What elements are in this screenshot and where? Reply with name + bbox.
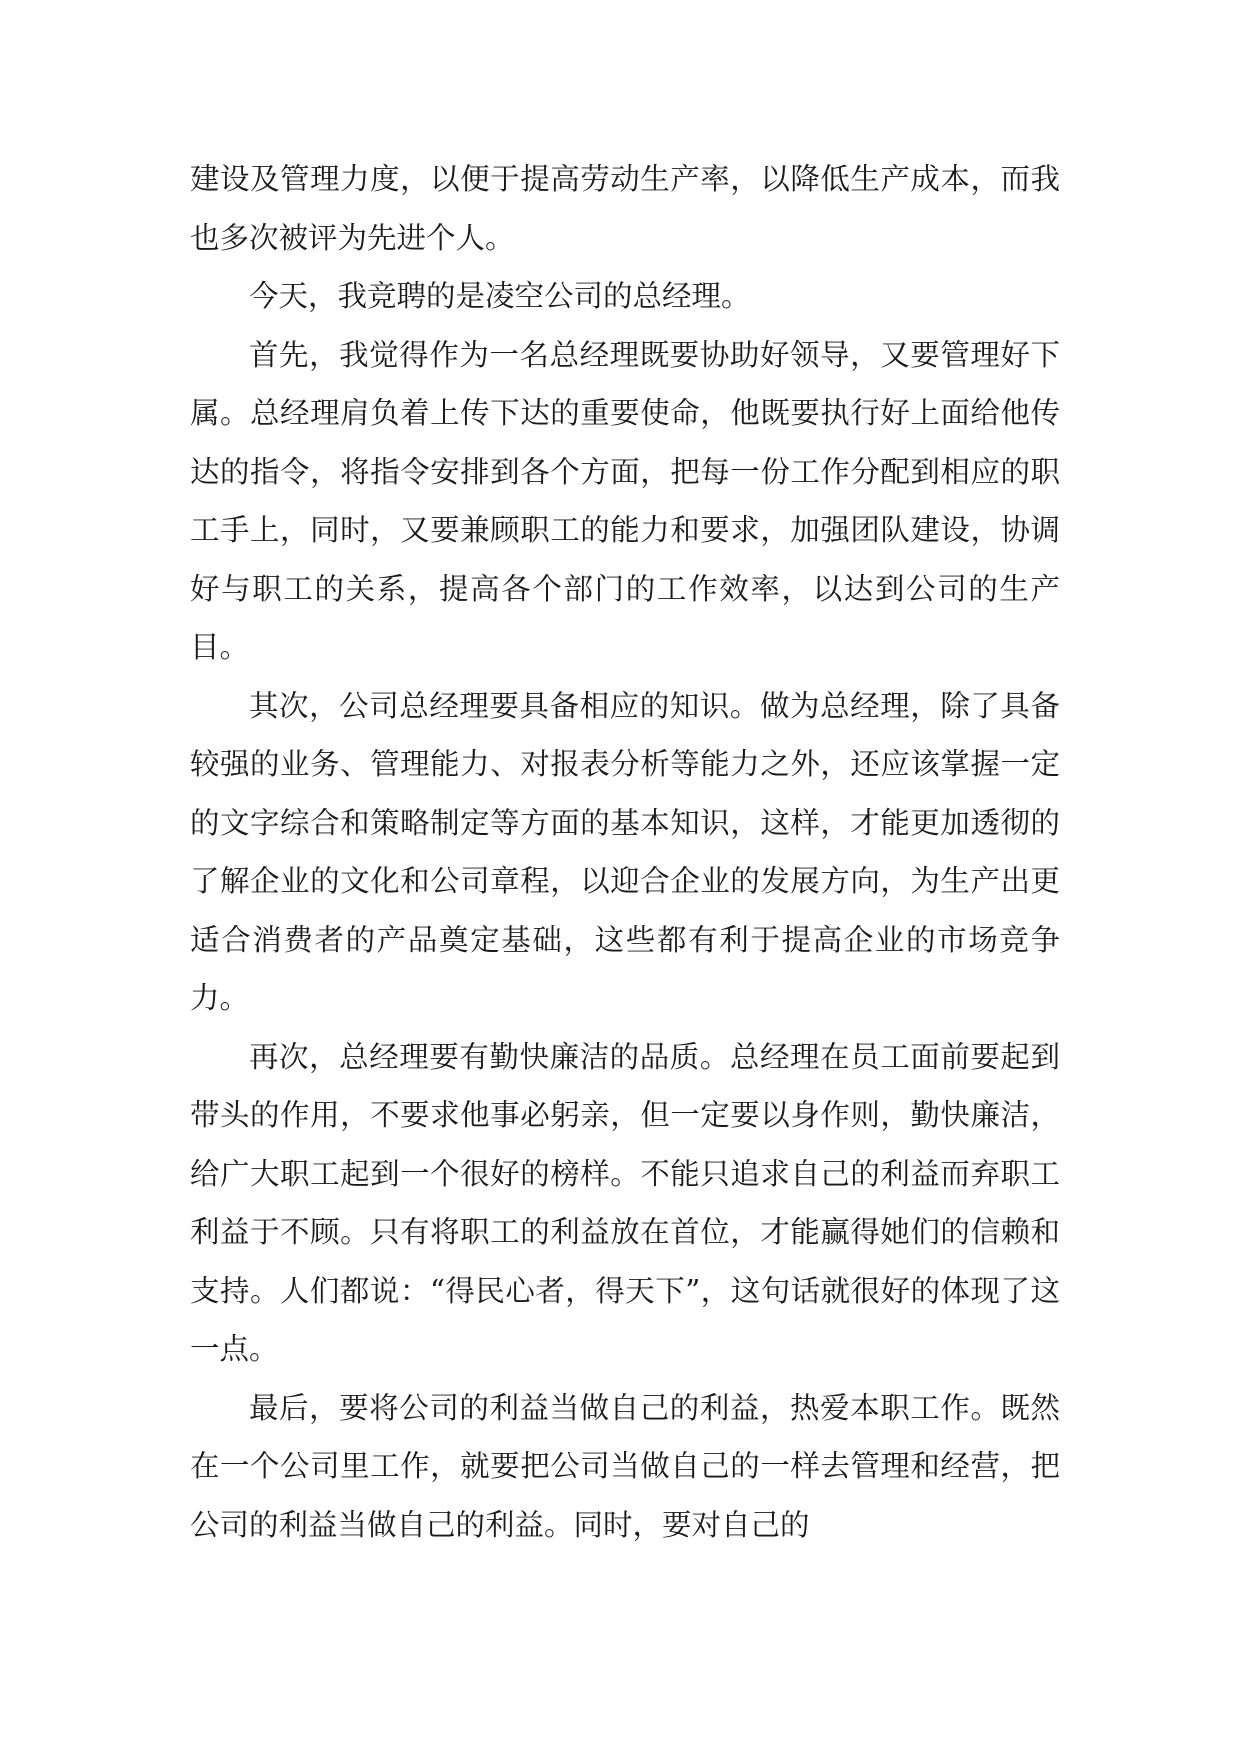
paragraph-third-point: 再次，总经理要有勤快廉洁的品质。总经理在员工面前要起到带头的作用，不要求他事必躬亲，但一定要以身作则，勤快廉洁，给广大职工起到一个很好的榜样。不能只追求自己的利益而弃职工利益于不顾。只有将职工的利益放在首位，才能赢得她们的信赖和支持。人们都说：“得民心者，得天下”，这句话就很好的体现了这一点。 <box>190 1039 1060 1366</box>
paragraph-last-point: 最后，要将公司的利益当做自己的利益，热爱本职工作。既然在一个公司里工作，就要把公司当做自己的一样去管理和经营，把公司的利益当做自己的利益。同时，要对自己的 <box>190 1390 1060 1542</box>
paragraph-first-point: 首先，我觉得作为一名总经理既要协助好领导，又要管理好下属。总经理肩负着上传下达的重要使命，他既要执行好上面给他传达的指令，将指令安排到各个方面，把每一份工作分配到相应的职工手上，同时，又要兼顾职工的能力和要求，加强团队建设，协调好与职工的关系，提高各个部门的工作效率，以达到公司的生产目。 <box>190 337 1060 664</box>
paragraph-position: 今天，我竞聘的是凌空公司的总经理。 <box>249 279 751 313</box>
paragraph-continuation: 建设及管理力度，以便于提高劳动生产率，以降低生产成本，而我也多次被评为先进个人。 <box>190 162 1060 255</box>
paragraph-second-point: 其次，公司总经理要具备相应的知识。做为总经理，除了具备较强的业务、管理能力、对报表分析等能力之外，还应该掌握一定的文字综合和策略制定等方面的基本知识，这样，才能更加透彻的了解企业的文化和公司章程，以迎合企业的发展方向，为生产出更适合消费者的产品奠定基础，这些都有利于提高企业的市场竞争力。 <box>190 688 1060 1015</box>
document-body <box>190 150 1060 1554</box>
